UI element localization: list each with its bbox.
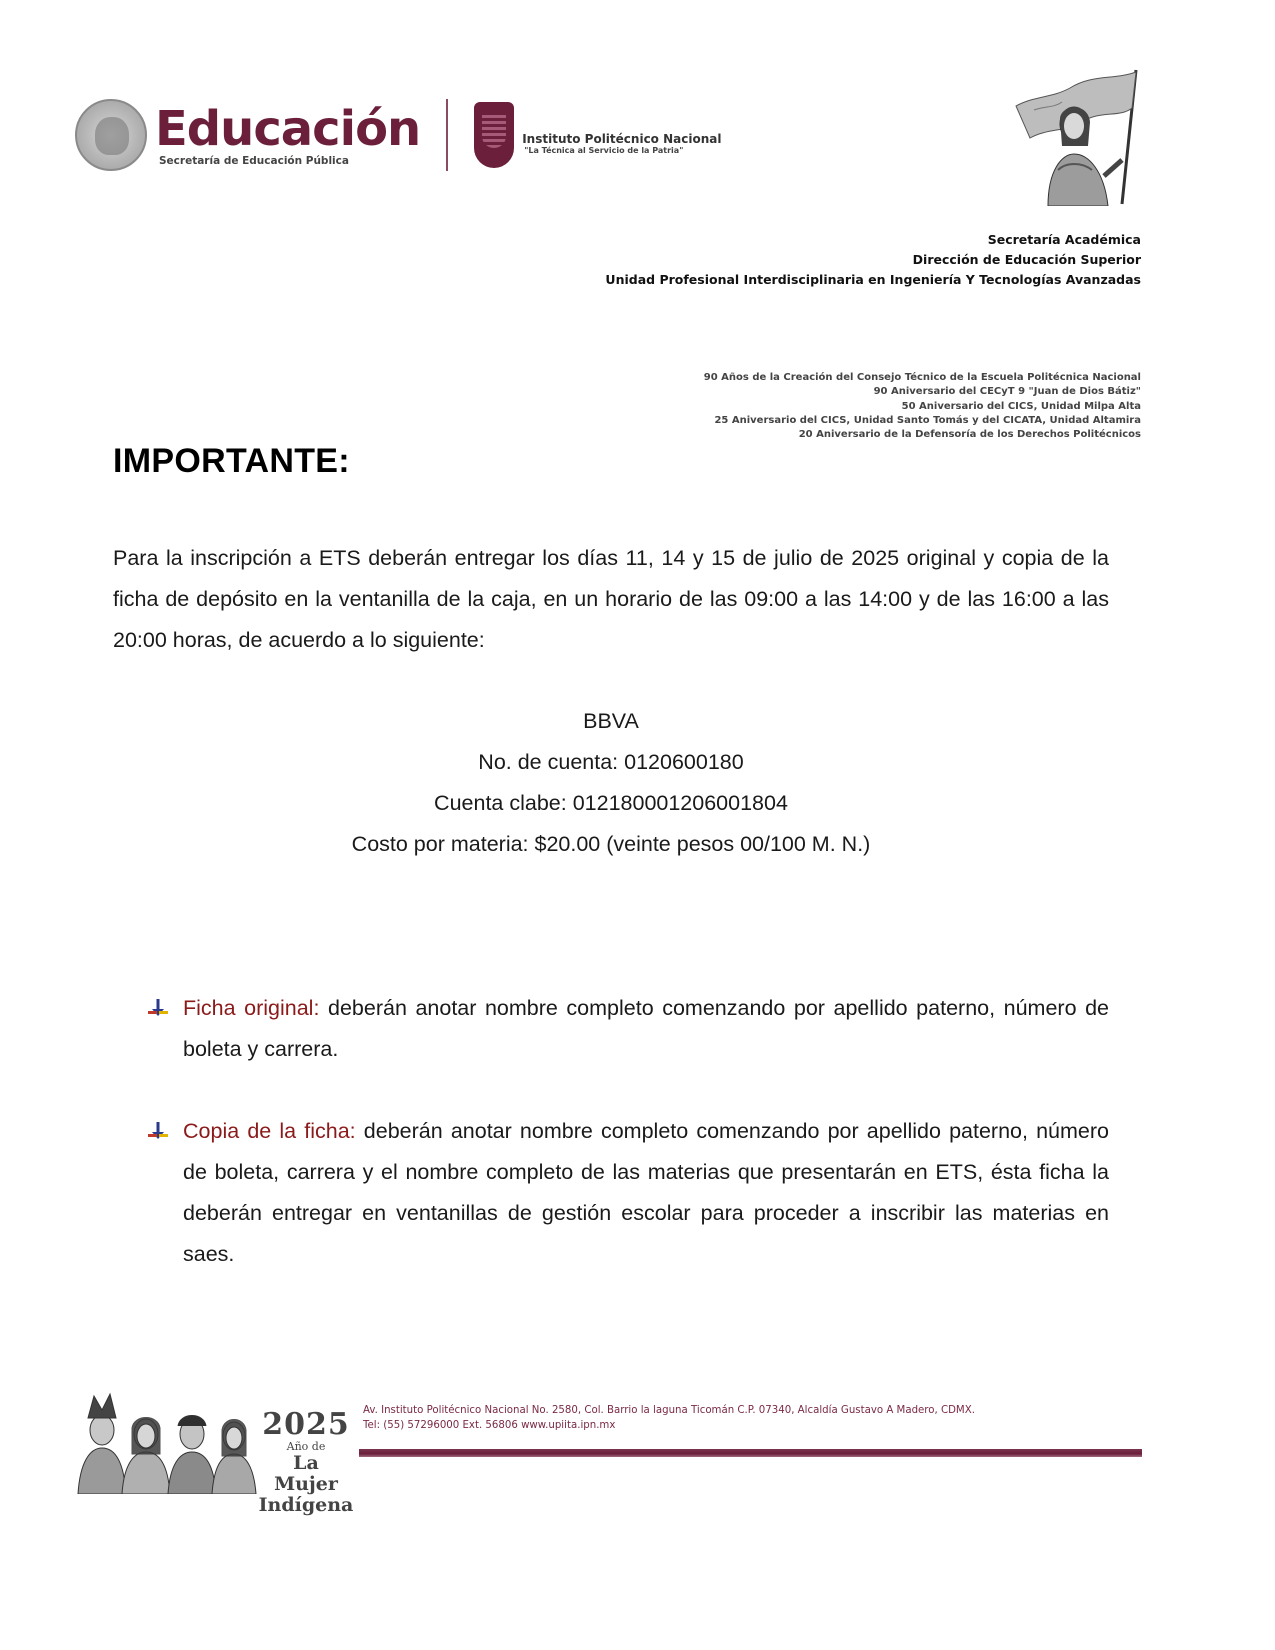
contact-line: Tel: (55) 57296000 Ext. 56806 www.upiita.ipn.mx <box>363 1420 616 1431</box>
bullet-label: Copia de la ficha: <box>183 1119 356 1143</box>
year-line-mujer: La Mujer <box>274 1452 338 1495</box>
dependency-line-unidad: Unidad Profesional Interdisciplinaria en Ingeniería Y Tecnologías Avanzadas <box>605 272 1141 287</box>
woman-with-flag-illustration <box>1004 66 1144 206</box>
anniversary-line: 90 Aniversario del CECyT 9 "Juan de Dios Bátiz" <box>873 386 1141 398</box>
indigenous-women-illustration <box>72 1384 258 1494</box>
bank-clabe: Cuenta clabe: 012180001206001804 <box>434 791 788 815</box>
ipn-shield-logo <box>474 102 514 168</box>
sep-logo-subtitle: Secretaría de Educación Pública <box>159 155 349 167</box>
list-item <box>147 1111 1109 1275</box>
anniversary-line: 25 Aniversario del CICS, Unidad Santo Tomás y del CICATA, Unidad Altamira <box>714 414 1141 426</box>
year-sub: Año de <box>286 1440 326 1453</box>
header-logos <box>75 95 721 175</box>
arrow-cross-bullet-icon <box>147 1121 169 1143</box>
anniversary-line: 20 Aniversario de la Defensoría de los Derechos Politécnicos <box>798 429 1141 441</box>
mexico-seal-logo <box>75 99 147 171</box>
bullet-description: deberán anotar nombre completo comenzando por apellido paterno, número de boleta y carrera. <box>183 996 1110 1061</box>
page-heading: IMPORTANTE: <box>113 442 350 480</box>
cost-per-subject: Costo por materia: $20.00 (veinte pesos 00/100 M. N.) <box>351 832 871 856</box>
anniversaries-list <box>704 371 1141 442</box>
bank-name: BBVA <box>583 709 639 733</box>
dependency-line-secretaria: Secretaría Académica <box>987 232 1141 247</box>
bank-info <box>113 701 1109 865</box>
ipn-logo-title: Instituto Politécnico Nacional <box>522 131 722 146</box>
instructions-list <box>147 988 1109 1316</box>
address-line: Av. Instituto Politécnico Nacional No. 2580, Col. Barrio la laguna Ticomán C.P. 07340, Alcaldía Gustavo A Madero, CDMX. <box>363 1405 975 1416</box>
bank-account: No. de cuenta: 0120600180 <box>478 750 744 774</box>
footer-address <box>363 1403 975 1433</box>
sep-logo-title: Educación <box>155 101 421 157</box>
year-number: 2025 <box>262 1407 350 1442</box>
bullet-label: Ficha original: <box>183 996 320 1020</box>
anniversary-line: 50 Aniversario del CICS, Unidad Milpa Alta <box>901 400 1141 412</box>
footer-bar <box>359 1449 1142 1457</box>
year-of-indigenous-woman-logo <box>258 1407 354 1516</box>
ipn-logo-motto: "La Técnica al Servicio de la Patria" <box>524 145 684 155</box>
list-item <box>147 988 1109 1070</box>
logo-divider <box>446 99 448 171</box>
year-line-indigena: Indígena <box>258 1494 354 1516</box>
bullet-description: deberán anotar nombre completo comenzando por apellido paterno, número de boleta, carrera y el nombre completo de las materias que presentarán en ETS, ésta ficha la deberán entregar en ventanillas de gestión escolar para proceder a inscribir las materias en saes. <box>183 1119 1109 1266</box>
dependency-line-direccion: Dirección de Educación Superior <box>912 252 1141 267</box>
anniversary-line: 90 Años de la Creación del Consejo Técnico de la Escuela Politécnica Nacional <box>703 372 1141 383</box>
arrow-cross-bullet-icon <box>147 998 169 1020</box>
intro-paragraph: Para la inscripción a ETS deberán entregar los días 11, 14 y 15 de julio de 2025 original y copia de la ficha de depósito en la ventanilla de la caja, en un horario de las 09:00 a las 14:00 y de las 16:00 a las 20:00 horas, de acuerdo a lo siguiente: <box>113 546 1109 652</box>
dependency-block <box>605 230 1141 290</box>
sep-logo <box>155 103 420 167</box>
ipn-logo <box>522 132 721 155</box>
